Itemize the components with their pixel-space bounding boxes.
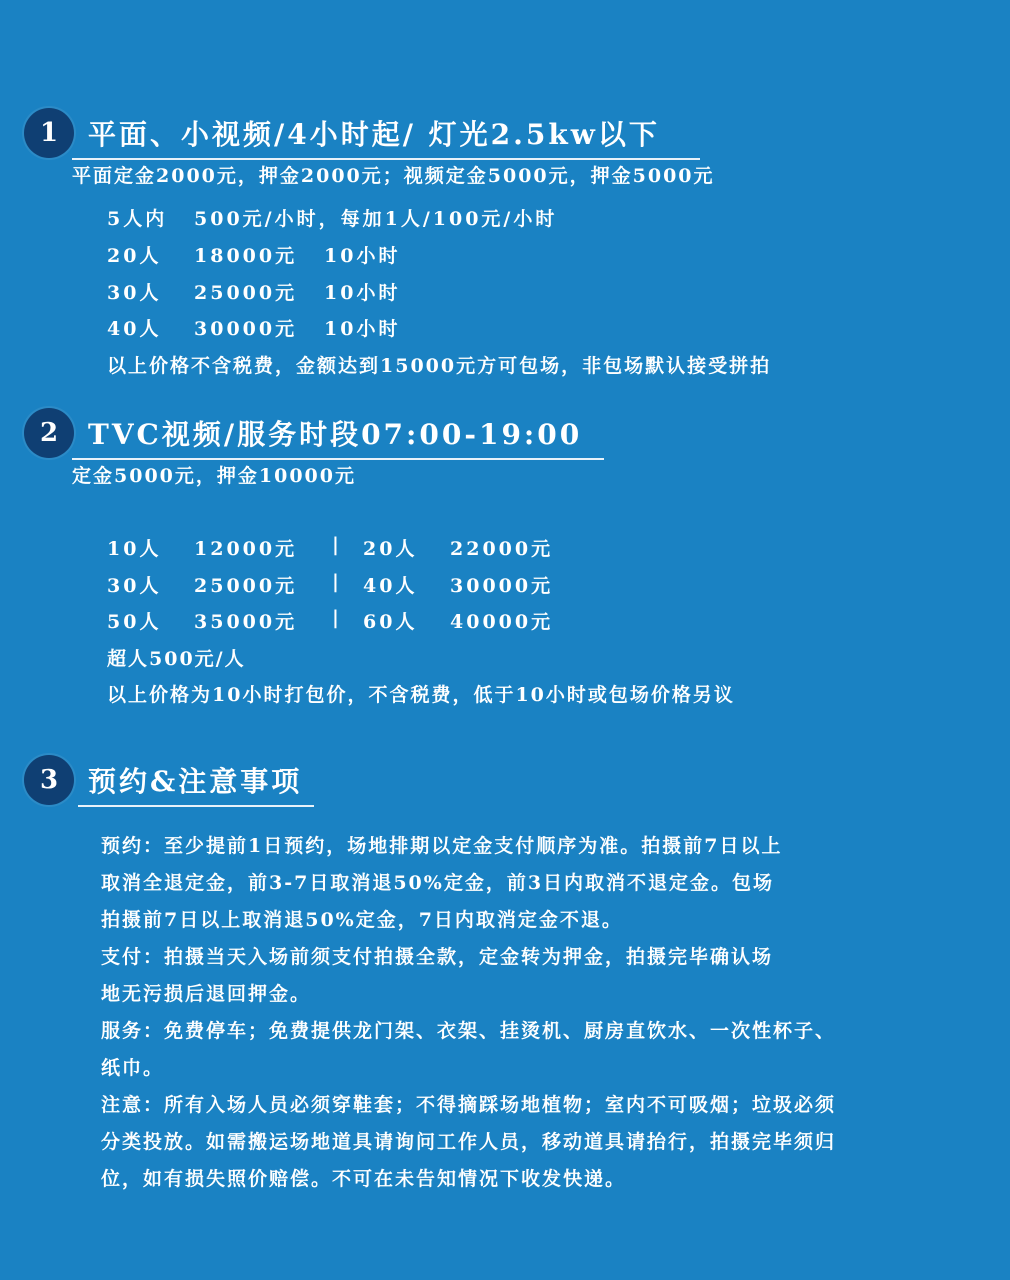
price: 30000元 bbox=[194, 318, 298, 340]
price: 25000元 bbox=[194, 282, 298, 304]
price: 25000元 bbox=[194, 575, 298, 597]
section-3-header bbox=[24, 755, 302, 805]
section-number-badge: 1 bbox=[24, 108, 74, 158]
section-2-header bbox=[24, 408, 582, 458]
section-2-underline bbox=[72, 458, 604, 460]
price-note: 以上价格为10小时打包价，不含税费，低于10小时或包场价格另议 bbox=[107, 684, 735, 706]
price: 35000元 bbox=[194, 611, 298, 633]
price-row bbox=[107, 314, 400, 341]
people-count: 5人内 bbox=[107, 208, 168, 230]
price-row bbox=[107, 278, 400, 305]
price-row bbox=[107, 607, 553, 634]
section-number-badge: 2 bbox=[24, 408, 74, 458]
price: 22000元 bbox=[450, 538, 554, 560]
note-line: 位，如有损失照价赔偿。不可在未告知情况下收发快递。 bbox=[101, 1168, 627, 1190]
people-count: 60人 bbox=[363, 611, 418, 633]
note-line: 纸巾。 bbox=[101, 1057, 165, 1079]
separator: | bbox=[332, 571, 342, 593]
note-line: 注意：所有入场人员必须穿鞋套；不得摘踩场地植物；室内不可吸烟；垃圾必须 bbox=[101, 1094, 837, 1116]
price-row bbox=[107, 571, 553, 598]
people-count: 50人 bbox=[107, 611, 162, 633]
people-count: 40人 bbox=[107, 318, 162, 340]
price-row bbox=[107, 534, 553, 561]
duration: 10小时 bbox=[324, 318, 401, 340]
people-count: 20人 bbox=[107, 245, 162, 267]
separator: | bbox=[332, 607, 342, 629]
section-1-header bbox=[24, 108, 660, 158]
deposit-info: 定金5000元，押金10000元 bbox=[72, 465, 356, 487]
people-count: 10人 bbox=[107, 538, 162, 560]
price: 500元/小时，每加1人/100元/小时 bbox=[194, 208, 558, 230]
people-count: 30人 bbox=[107, 282, 162, 304]
note-line: 分类投放。如需搬运场地道具请询问工作人员，移动道具请抬行，拍摄完毕须归 bbox=[101, 1131, 837, 1153]
price-note: 以上价格不含税费，金额达到15000元方可包场，非包场默认接受拼拍 bbox=[107, 355, 772, 377]
deposit-info: 平面定金2000元，押金2000元；视频定金5000元，押金5000元 bbox=[72, 165, 715, 187]
note-line: 服务：免费停车；免费提供龙门架、衣架、挂烫机、厨房直饮水、一次性杯子、 bbox=[101, 1020, 837, 1042]
section-3-underline bbox=[78, 805, 314, 807]
people-count: 20人 bbox=[363, 538, 418, 560]
separator: | bbox=[332, 534, 342, 556]
price-row bbox=[107, 204, 557, 231]
price-row bbox=[107, 241, 400, 268]
section-number-badge: 3 bbox=[24, 755, 74, 805]
section-title: 平面、小视频/4小时起/ 灯光2.5kw以下 bbox=[88, 118, 660, 151]
section-1-underline bbox=[72, 158, 700, 160]
duration: 10小时 bbox=[324, 282, 401, 304]
price: 12000元 bbox=[194, 538, 298, 560]
price: 40000元 bbox=[450, 611, 554, 633]
price: 30000元 bbox=[450, 575, 554, 597]
section-title: TVC视频/服务时段07:00-19:00 bbox=[88, 418, 583, 451]
note-line: 预约：至少提前1日预约，场地排期以定金支付顺序为准。拍摄前7日以上 bbox=[101, 835, 783, 857]
section-title: 预约&注意事项 bbox=[88, 765, 303, 798]
people-count: 40人 bbox=[363, 575, 418, 597]
duration: 10小时 bbox=[324, 245, 401, 267]
overtime-rate: 超人500元/人 bbox=[107, 648, 246, 670]
note-line: 拍摄前7日以上取消退50%定金，7日内取消定金不退。 bbox=[101, 909, 623, 931]
note-line: 支付：拍摄当天入场前须支付拍摄全款，定金转为押金，拍摄完毕确认场 bbox=[101, 946, 774, 968]
note-line: 地无污损后退回押金。 bbox=[101, 983, 312, 1005]
booking-notes bbox=[101, 828, 991, 1198]
price: 18000元 bbox=[194, 245, 298, 267]
note-line: 取消全退定金，前3-7日取消退50%定金，前3日内取消不退定金。包场 bbox=[101, 872, 775, 894]
people-count: 30人 bbox=[107, 575, 162, 597]
